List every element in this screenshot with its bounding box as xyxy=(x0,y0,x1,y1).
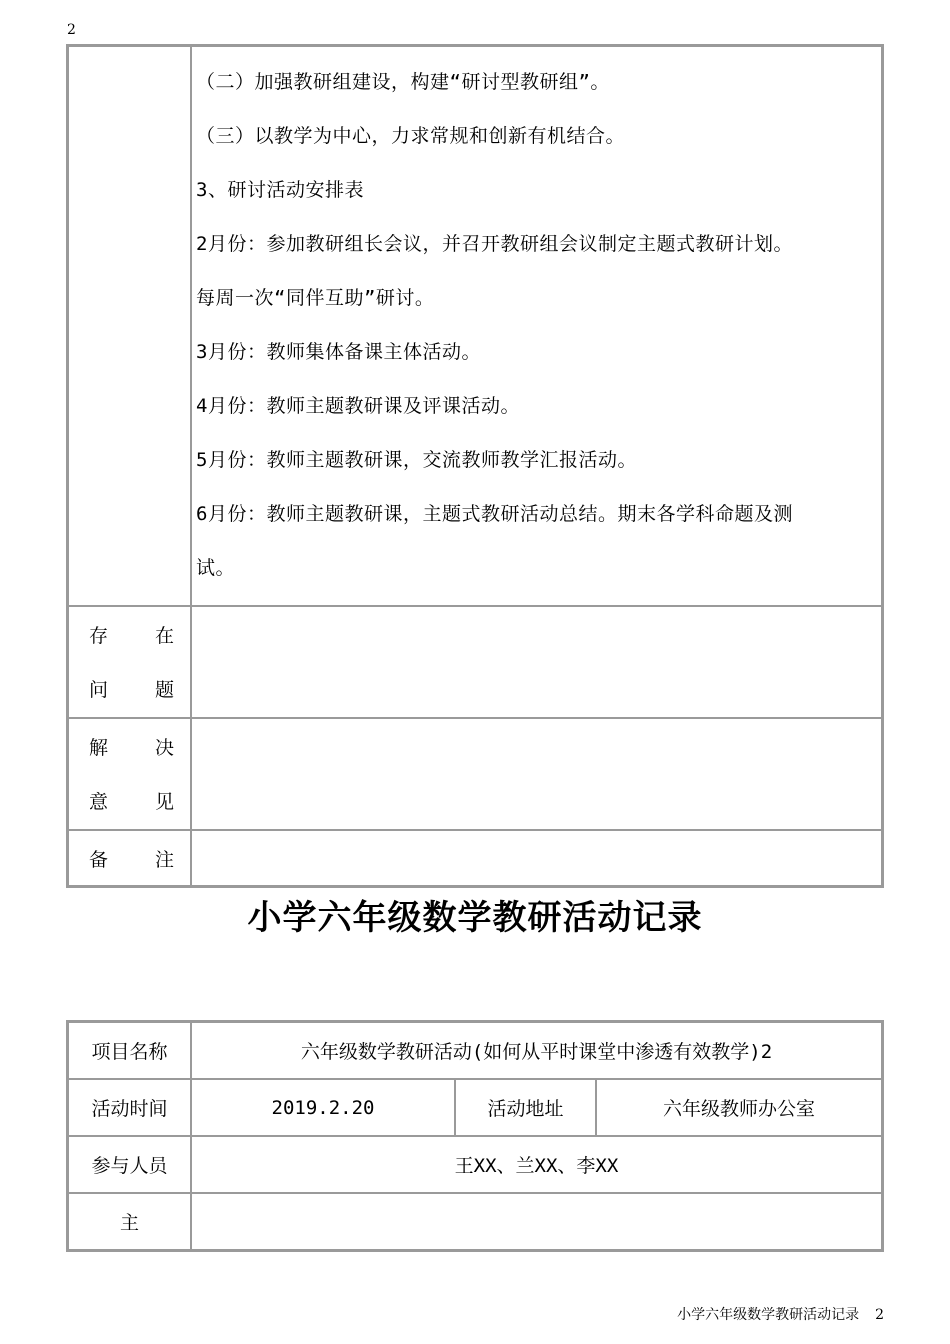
content-line: （二）加强教研组建设，构建“研讨型教研组”。 xyxy=(196,71,610,93)
participants-value: 王XX、兰XX、李XX xyxy=(191,1136,882,1193)
remarks-label-cell xyxy=(68,830,191,886)
page-footer xyxy=(677,1304,884,1324)
problems-label-cell xyxy=(68,606,191,718)
empty-label-cell xyxy=(68,46,191,606)
host-value xyxy=(191,1193,882,1250)
activity-time-label: 活动时间 xyxy=(68,1079,191,1136)
remarks-value-cell xyxy=(191,830,882,886)
problems-label-char: 在 xyxy=(154,624,174,647)
solutions-label-char: 见 xyxy=(154,790,174,813)
activity-place-label: 活动地址 xyxy=(455,1079,596,1136)
solutions-label-char: 解 xyxy=(89,736,109,759)
content-line: 3月份：教师集体备课主体活动。 xyxy=(196,341,481,363)
content-line: 每周一次“同伴互助”研讨。 xyxy=(196,287,435,309)
remarks-label-char: 备 xyxy=(89,848,109,871)
content-line: 2月份：参加教研组长会议，并召开教研组会议制定主题式教研计划。 xyxy=(196,233,793,255)
activity-time-value: 2019.2.20 xyxy=(191,1079,455,1136)
content-text xyxy=(192,47,881,605)
activity-info-table xyxy=(66,1020,884,1252)
page-number-top: 2 xyxy=(67,22,76,38)
activity-place-value: 六年级教师办公室 xyxy=(596,1079,882,1136)
footer-page-number: 2 xyxy=(875,1307,884,1323)
content-line: 4月份：教师主题教研课及评课活动。 xyxy=(196,395,520,417)
content-line: 6月份：教师主题教研课，主题式教研活动总结。期末各学科命题及测 xyxy=(196,503,793,525)
document-title: 小学六年级数学教研活动记录 xyxy=(247,898,703,938)
solutions-label-char: 决 xyxy=(154,736,174,759)
remarks-label-char: 注 xyxy=(154,848,174,871)
activity-content-table xyxy=(66,44,884,888)
footer-doc-title: 小学六年级数学教研活动记录 xyxy=(677,1307,860,1323)
project-name-value: 六年级数学教研活动(如何从平时课堂中渗透有效教学)2 xyxy=(191,1022,882,1079)
content-line: 3、研讨活动安排表 xyxy=(196,179,364,201)
content-line: （三）以教学为中心，力求常规和创新有机结合。 xyxy=(196,125,626,147)
host-label: 主 xyxy=(68,1193,191,1250)
participants-label: 参与人员 xyxy=(68,1136,191,1193)
problems-label-char: 存 xyxy=(89,624,109,647)
problems-label-char: 问 xyxy=(89,678,109,701)
solutions-value-cell xyxy=(191,718,882,830)
solutions-label-cell xyxy=(68,718,191,830)
solutions-label-char: 意 xyxy=(89,790,109,813)
content-line: 5月份：教师主题教研课，交流教师教学汇报活动。 xyxy=(196,449,637,471)
problems-value-cell xyxy=(191,606,882,718)
content-cell xyxy=(191,46,882,606)
problems-label-char: 题 xyxy=(154,678,174,701)
content-line: 试。 xyxy=(196,557,236,579)
project-name-label: 项目名称 xyxy=(68,1022,191,1079)
